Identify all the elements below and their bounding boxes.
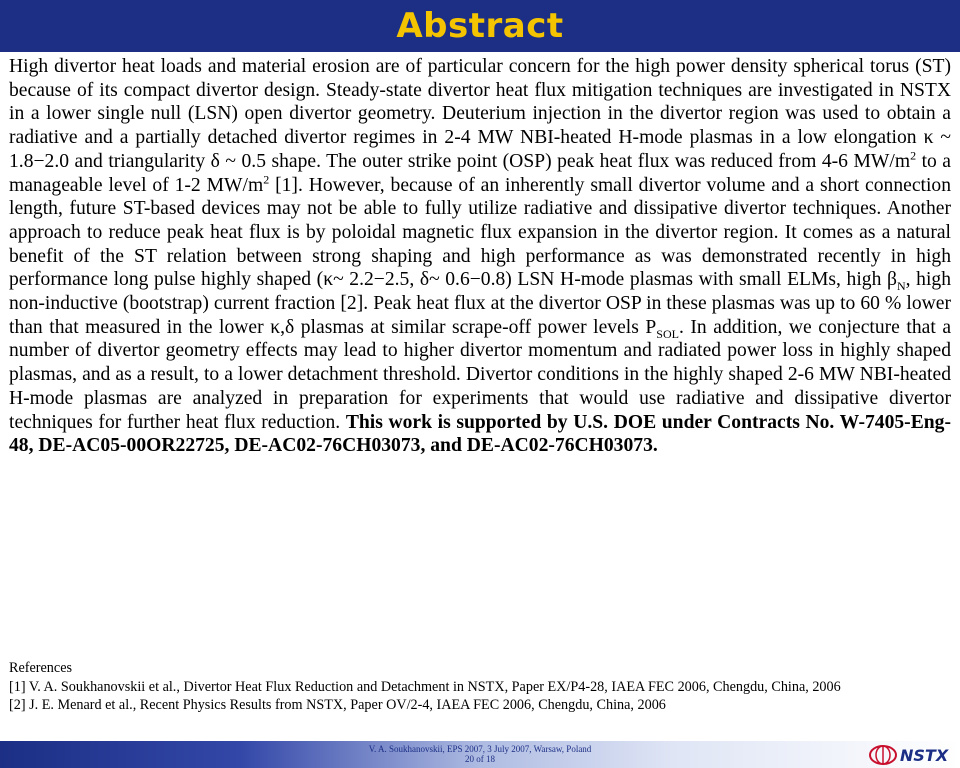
references <box>9 659 951 715</box>
nstx-logo <box>868 744 948 766</box>
footer-citation: V. A. Soukhanovskii, EPS 2007, 3 July 2007, Warsaw, Poland <box>368 744 592 754</box>
kappa-delta-symbol: κ,δ <box>270 316 295 338</box>
delta-symbol: δ <box>419 269 430 291</box>
abstract-paragraph: High divertor heat loads and material erosion are of particular concern for the high power density spherical torus (ST) because of its compact divertor design. Steady-state divertor heat flux mitigation techniques are investigated in NSTX in a lower single null (LSN) open divertor geometry. Deuterium injection in the divertor region was used to obtain a radiative and a partially detached divertor regimes in 2-4 MW NBI-heated H-mode plasmas in a low elongation κ ~ 1.8−2.0 and triangularity δ ~ 0.5 shape. The outer strike point (OSP) peak heat flux was reduced from 4-6 $MW/m^2$ to a manageable level of 1-2 $MW/m^2$ [1]. However, because of an inherently small divertor volume and a short connection length, future ST-based devices may not be able to fully utilize radiative and dissipative divertor techniques. Another approach to reduce peak heat flux is by poloidal magnetic flux expansion in the divertor region. It comes as a natural benefit of the ST relation between strong shaping and high performance as was demonstrated recently in high performance long pulse highly shaped (κ~ 2.2−2.5, δ~ 0.6−0.8) LSN H-mode plasmas with small ELMs, high $\beta_N$, high non-inductive (bootstrap) current fraction [2]. Peak heat flux at the divertor OSP in these plasmas was up to 60 % lower than that measured in the lower κ,δ plasmas at similar scrape-off power levels $P_{SOL}$. In addition, we conjecture that a number of divertor geometry effects may lead to higher divertor momentum and radiated power loss in highly shaped plasmas, and as a result, to a lower detachment threshold. Divertor conditions in the highly shaped 2-6 MW NBI-heated H-mode plasmas are analyzed in preparation for experiments that would use radiative and dissipative divertor techniques for further heat flux reduction. This work is supported by U.S. DOE under Contracts No. W-7405-Eng-48, DE-AC05-00OR22725, DE-AC02-76CH03073, and DE-AC02-76CH03073. <box>9 56 952 457</box>
delta-symbol: δ <box>210 150 220 172</box>
footer-bar <box>0 741 960 768</box>
page-number: 20 of 18 <box>465 754 495 764</box>
references-heading: References <box>9 660 73 676</box>
beta-symbol: β <box>887 269 897 291</box>
funding-statement: This work is supported by U.S. DOE under Contracts No. W-7405-Eng-48, DE-AC05-00OR22725, DE-AC02-76CH03073, and DE-AC02-76CH03073. <box>9 411 951 457</box>
kappa-symbol: κ <box>323 269 334 291</box>
nstx-logo-icon <box>868 744 898 766</box>
reference-item: [2] J. E. Menard et al., Recent Physics Results from NSTX, Paper OV/2-4, IAEA FEC 2006, Chengdu, China, 2006 <box>9 697 666 713</box>
kappa-symbol: κ <box>923 127 934 149</box>
reference-item: [1] V. A. Soukhanovskii et al., Divertor Heat Flux Reduction and Detachment in NSTX, Paper EX/P4-28, IAEA FEC 2006, Chengdu, China, 2006 <box>9 678 841 695</box>
footer-citation-block <box>300 744 660 764</box>
logo-text: NSTX <box>900 745 949 765</box>
title-bar <box>0 0 960 52</box>
slide-title: Abstract <box>396 6 564 46</box>
